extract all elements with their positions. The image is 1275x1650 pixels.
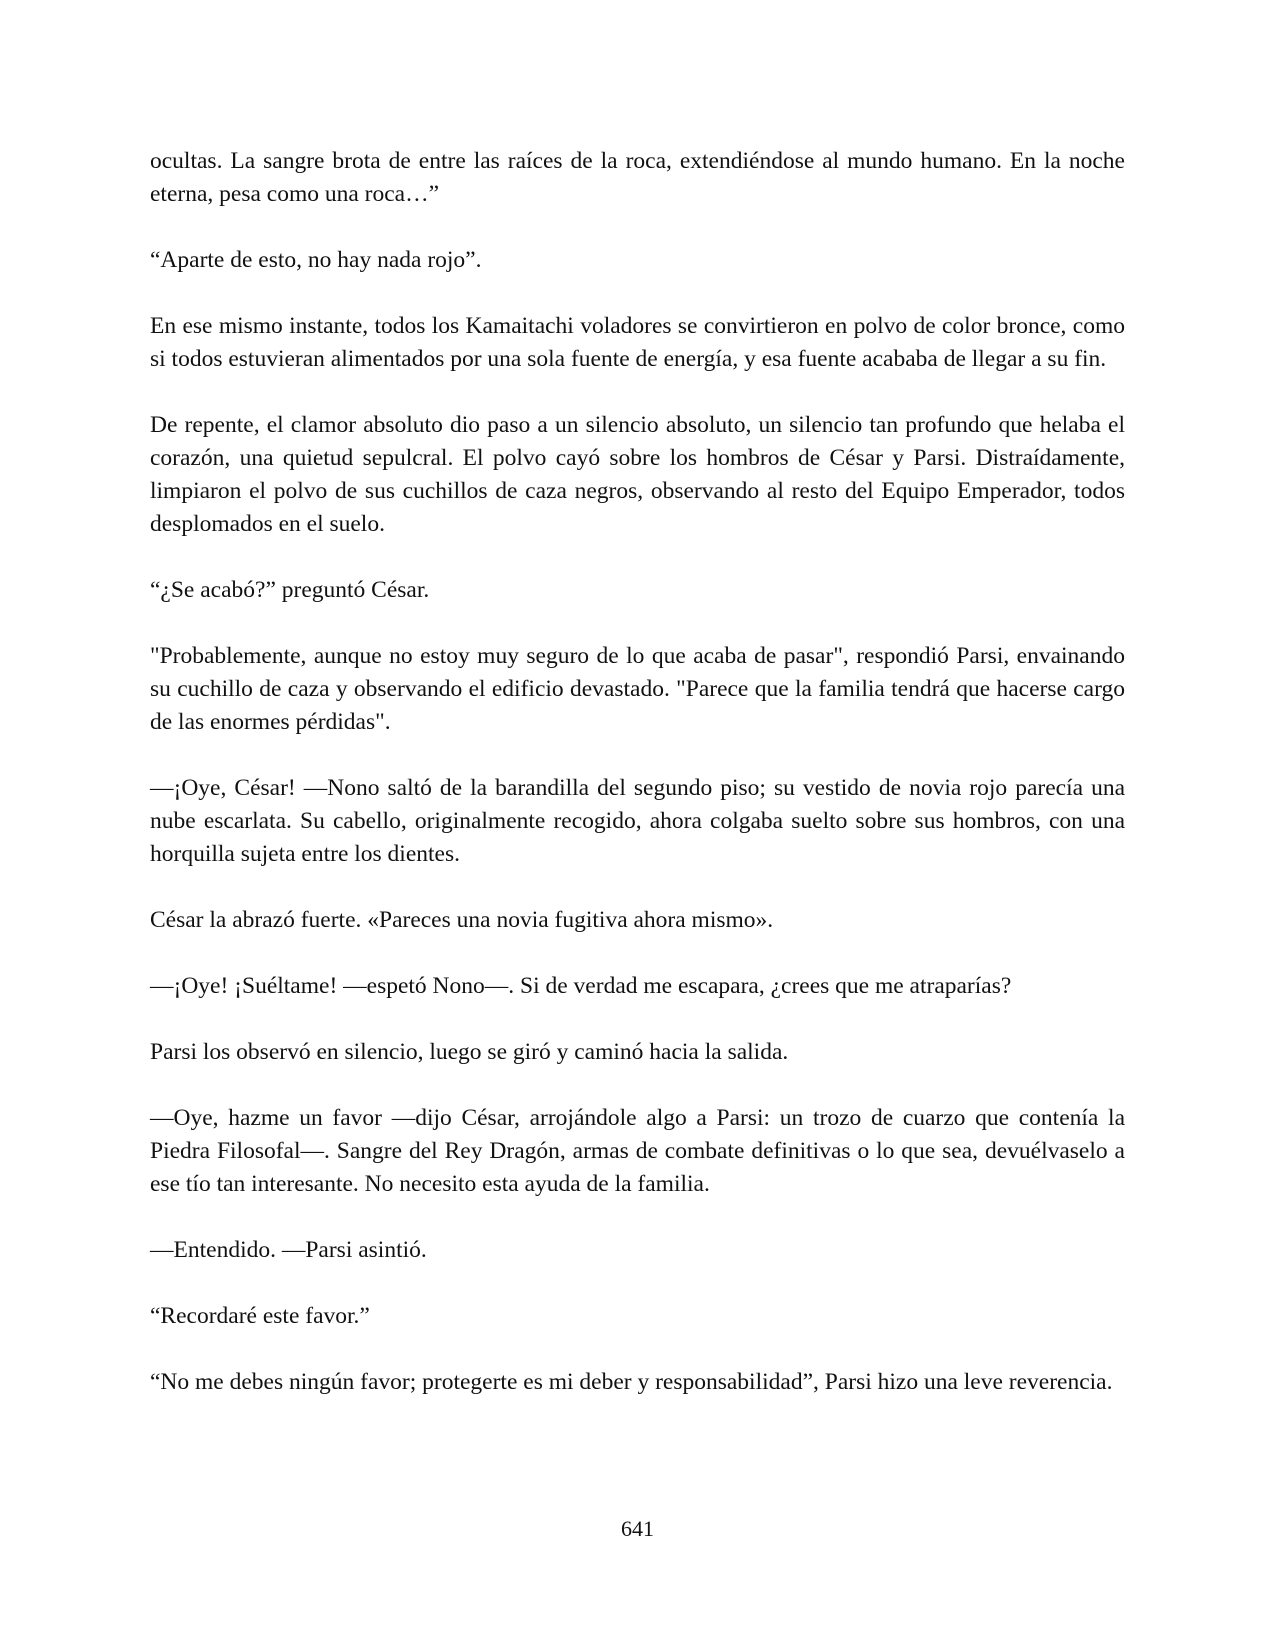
paragraph: ocultas. La sangre brota de entre las raíces de la roca, extendiéndose al mundo humano. En la noche eterna, pesa como una roca…” bbox=[150, 148, 1125, 207]
paragraph: —Oye, hazme un favor —dijo César, arrojándole algo a Parsi: un trozo de cuarzo que contenía la Piedra Filosofal—. Sangre del Rey Dragón, armas de combate definitivas o lo que sea, devuélvaselo a ese tío tan interesante. No necesito esta ayuda de la familia. bbox=[150, 1105, 1125, 1197]
page-body bbox=[150, 145, 1125, 1432]
paragraph: —Entendido. —Parsi asintió. bbox=[150, 1237, 427, 1263]
paragraph: De repente, el clamor absoluto dio paso a un silencio absoluto, un silencio tan profundo que helaba el corazón, una quietud sepulcral. El polvo cayó sobre los hombros de César y Parsi. Distraídamente, limpiaron el polvo de sus cuchillos de caza negros, observando al resto del Equipo Emperador, todos desplomados en el suelo. bbox=[150, 412, 1125, 537]
paragraph: César la abrazó fuerte. «Pareces una novia fugitiva ahora mismo». bbox=[150, 907, 774, 933]
paragraph: —¡Oye, César! —Nono saltó de la barandilla del segundo piso; su vestido de novia rojo parecía una nube escarlata. Su cabello, originalmente recogido, ahora colgaba suelto sobre sus hombros, con una horquilla sujeta entre los dientes. bbox=[150, 775, 1125, 867]
paragraph: En ese mismo instante, todos los Kamaitachi voladores se convirtieron en polvo de color bronce, como si todos estuvieran alimentados por una sola fuente de energía, y esa fuente acababa de llegar a su fin. bbox=[150, 313, 1125, 372]
paragraph: “¿Se acabó?” preguntó César. bbox=[150, 577, 430, 603]
paragraph: “Aparte de esto, no hay nada rojo”. bbox=[150, 247, 482, 273]
paragraph: —¡Oye! ¡Suéltame! —espetó Nono—. Si de verdad me escapara, ¿crees que me atraparías? bbox=[150, 973, 1012, 999]
page-number: 641 bbox=[621, 1516, 654, 1541]
paragraph: Parsi los observó en silencio, luego se giró y caminó hacia la salida. bbox=[150, 1039, 789, 1065]
paragraph: "Probablemente, aunque no estoy muy seguro de lo que acaba de pasar", respondió Parsi, envainando su cuchillo de caza y observando el edificio devastado. "Parece que la familia tendrá que hacerse cargo de las enormes pérdidas". bbox=[150, 643, 1125, 735]
paragraph: “Recordaré este favor.” bbox=[150, 1303, 370, 1329]
paragraph: “No me debes ningún favor; protegerte es mi deber y responsabilidad”, Parsi hizo una leve reverencia. bbox=[150, 1369, 1113, 1395]
